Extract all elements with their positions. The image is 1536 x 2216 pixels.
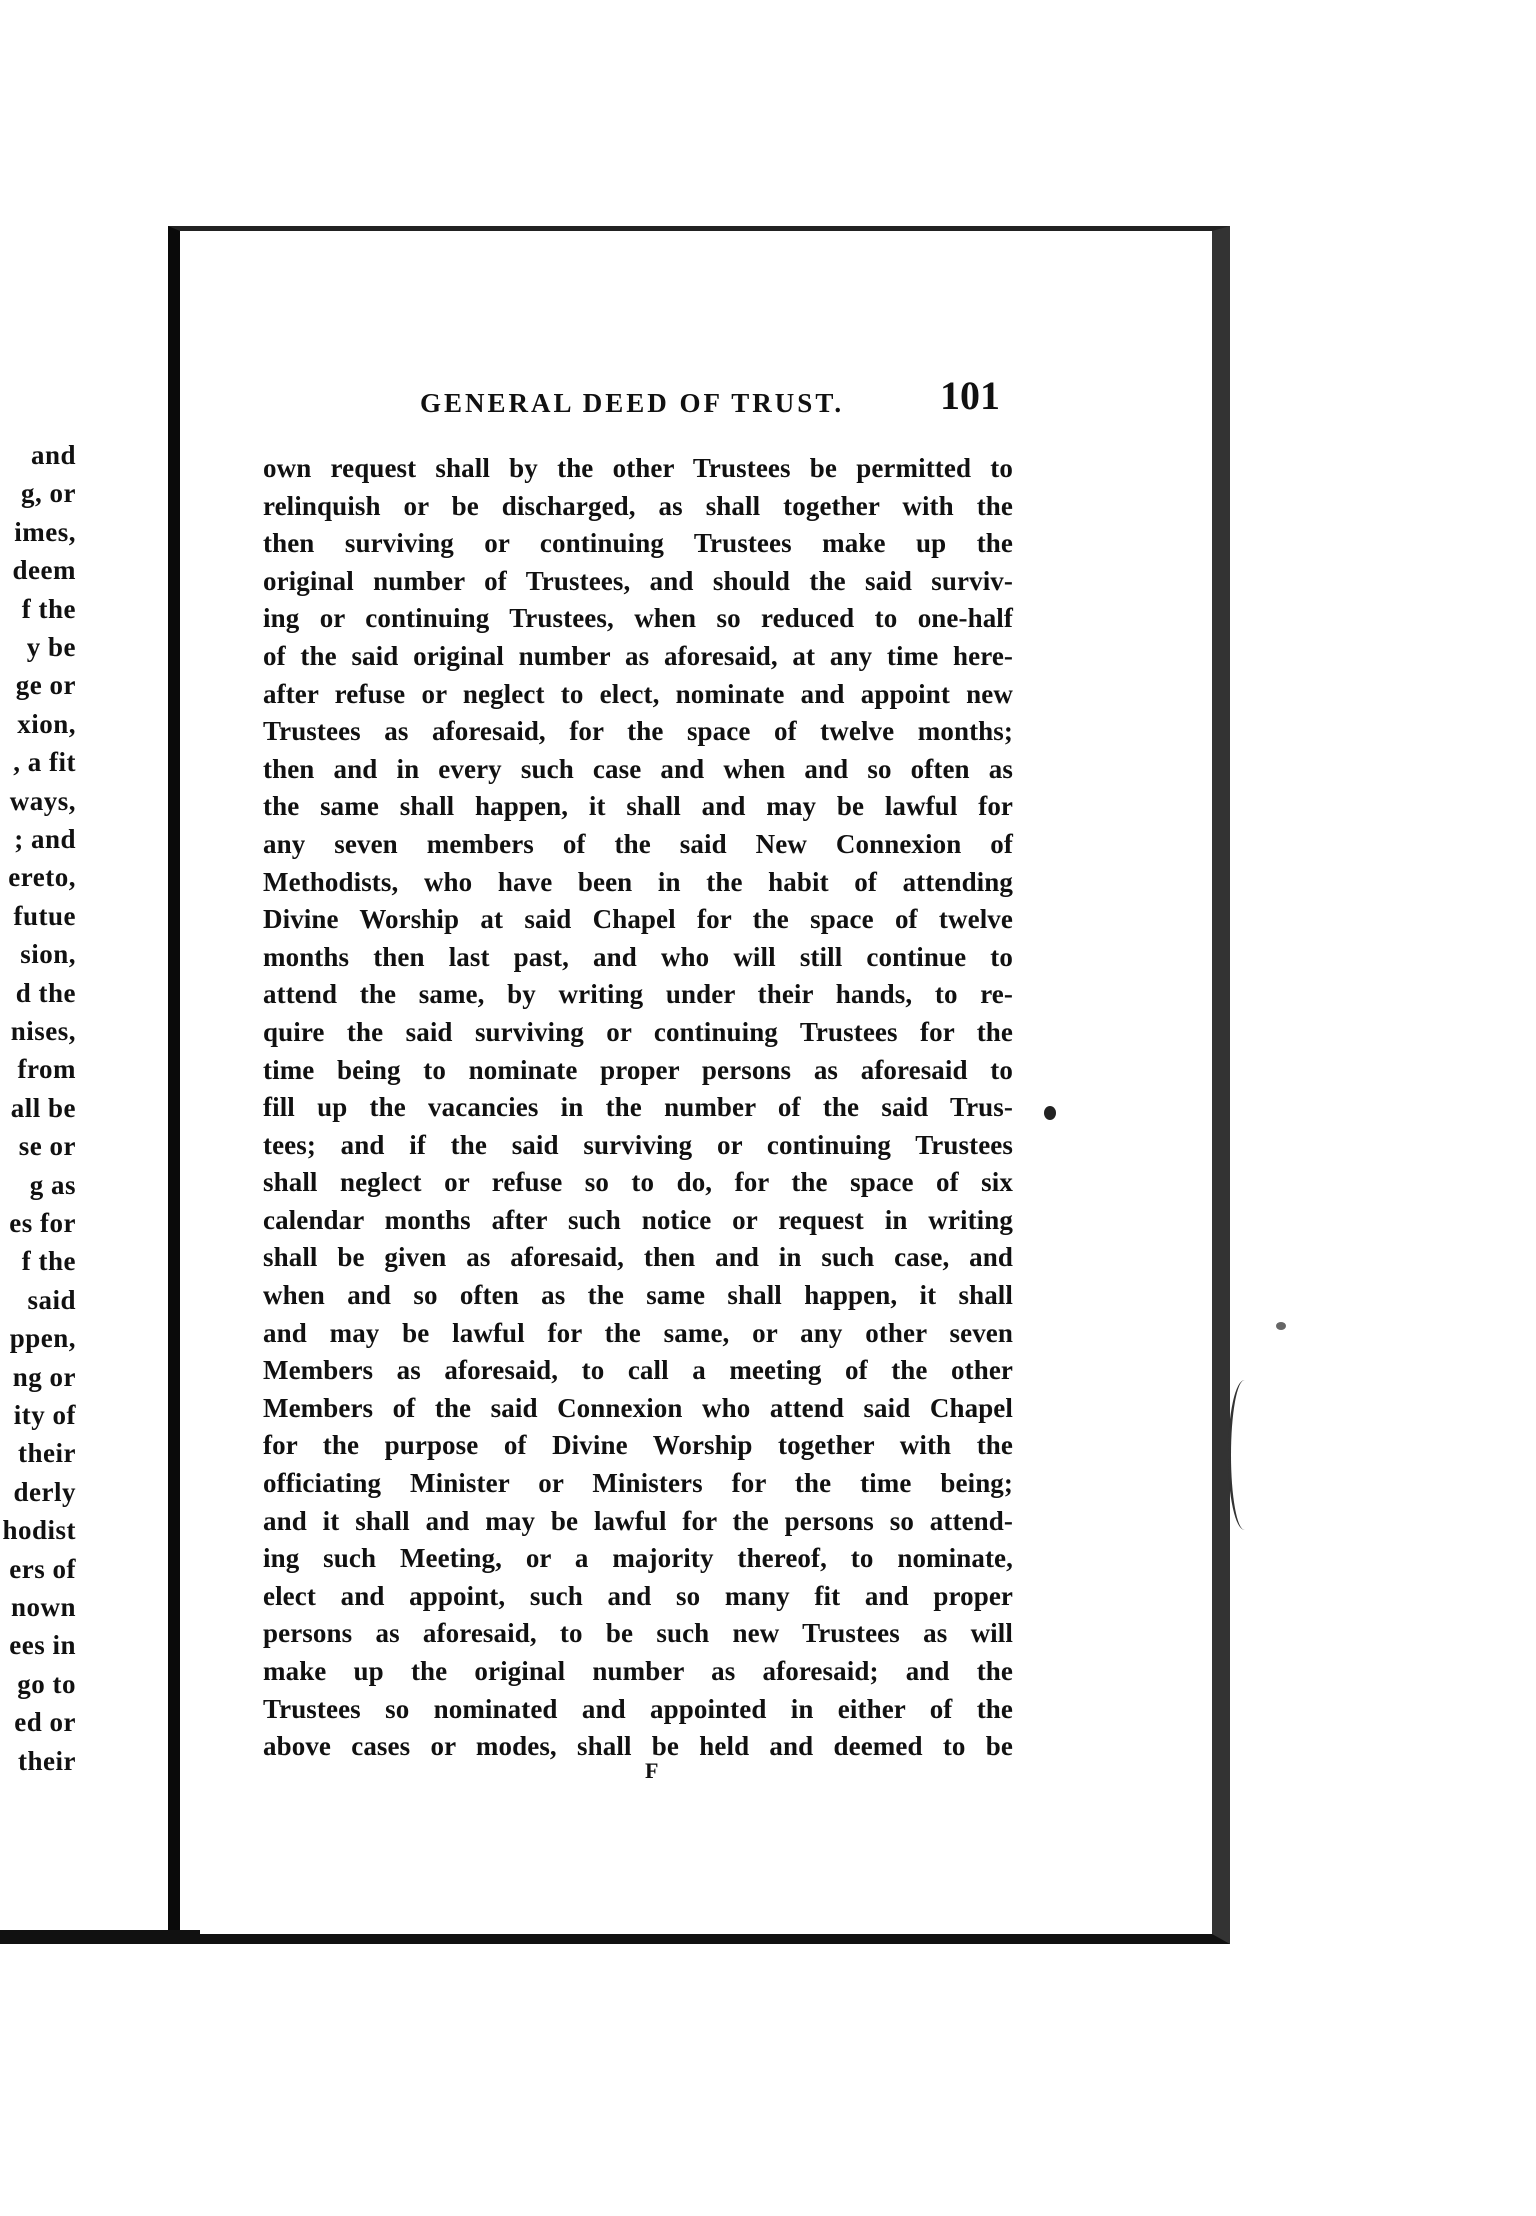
text-line: the same shall happen, it shall and may be lawful for xyxy=(263,791,1013,822)
left-page-line: from xyxy=(17,1054,76,1085)
text-line: time being to nominate proper persons as aforesaid to xyxy=(263,1054,1013,1085)
text-line: of the said original number as aforesaid, at any time here- xyxy=(263,640,1013,671)
body-text xyxy=(263,450,1013,1766)
left-page-line: their xyxy=(18,1438,76,1469)
text-line: elect and appoint, such and so many fit and proper xyxy=(263,1580,1013,1611)
page-number: 101 xyxy=(940,373,1000,418)
left-page-line: ereto, xyxy=(8,862,76,893)
left-page-line: es for xyxy=(9,1208,76,1238)
ink-speck xyxy=(1044,1106,1056,1120)
left-page-line: futue xyxy=(13,900,76,931)
text-line: attend the same, by writing under their hands, to re- xyxy=(263,979,1013,1010)
text-line: when and so often as the same shall happen, it shall xyxy=(263,1280,1013,1311)
left-facing-page xyxy=(0,380,82,1900)
text-line: fill up the vacancies in the number of the said Trus- xyxy=(263,1092,1013,1123)
left-page-line: their xyxy=(18,1745,76,1776)
left-page-line: sion, xyxy=(20,939,76,970)
text-line: Members as aforesaid, to call a meeting of the other xyxy=(263,1355,1013,1386)
left-page-line: deem xyxy=(12,555,76,586)
left-page-line: ed or xyxy=(14,1707,76,1738)
text-line: calendar months after such notice or request in writing xyxy=(263,1204,1013,1235)
text-line: persons as aforesaid, to be such new Trustees as will xyxy=(263,1618,1013,1649)
left-page-line: ; and xyxy=(14,824,76,854)
text-line: ing such Meeting, or a majority thereof, to nominate, xyxy=(263,1543,1013,1574)
left-page-line: xion, xyxy=(17,708,76,739)
text-line: Divine Worship at said Chapel for the space of twelve xyxy=(263,904,1013,935)
left-page-line: hodist xyxy=(2,1515,76,1546)
text-line: and it shall and may be lawful for the persons so attend- xyxy=(263,1505,1013,1536)
text-line: months then last past, and who will still continue to xyxy=(263,941,1013,972)
left-page-line: f the xyxy=(21,593,76,624)
left-page-line: f the xyxy=(21,1246,76,1277)
left-page-line: d the xyxy=(15,977,76,1008)
text-line: any seven members of the said New Connexion of xyxy=(263,828,1013,859)
page-edge-shadow xyxy=(0,1930,200,1944)
left-page-line: ppen, xyxy=(9,1323,76,1354)
text-line: after refuse or neglect to elect, nominate and appoint new xyxy=(263,678,1013,709)
left-page-line: ers of xyxy=(9,1553,76,1584)
text-line: Methodists, who have been in the habit of attending xyxy=(263,866,1013,897)
text-line: Members of the said Connexion who attend said Chapel xyxy=(263,1392,1013,1423)
left-page-line: go to xyxy=(17,1668,76,1699)
running-title: GENERAL DEED OF TRUST. xyxy=(420,388,845,418)
text-line: Trustees as aforesaid, for the space of twelve months; xyxy=(263,716,1013,747)
left-page-line: se or xyxy=(18,1131,76,1162)
left-page-line: ng or xyxy=(12,1361,76,1392)
text-line: for the purpose of Divine Worship together with the xyxy=(263,1430,1013,1461)
text-line: above cases or modes, shall be held and deemed to be xyxy=(263,1731,1013,1762)
text-line: ing or continuing Trustees, when so reduced to one-half xyxy=(263,603,1013,634)
left-page-line: nises, xyxy=(10,1016,76,1046)
left-page-line: derly xyxy=(13,1476,76,1507)
text-line: own request shall by the other Trustees be permitted to xyxy=(263,453,1013,483)
left-page-line: nown xyxy=(10,1592,76,1622)
page-header xyxy=(420,372,1000,432)
left-page-line: and xyxy=(30,440,76,470)
text-line: shall be given as aforesaid, then and in such case, and xyxy=(263,1242,1013,1273)
text-line: make up the original number as aforesaid; and the xyxy=(263,1656,1013,1686)
text-line: quire the said surviving or continuing Trustees for the xyxy=(263,1016,1013,1047)
left-page-line: all be xyxy=(10,1092,76,1123)
signature-mark: F xyxy=(645,1758,659,1783)
left-page-line: y be xyxy=(26,632,76,662)
text-line: shall neglect or refuse so to do, for the space of six xyxy=(263,1167,1013,1198)
left-page-line: ways, xyxy=(9,785,76,816)
left-page-line: , a fit xyxy=(13,747,76,778)
text-line: tees; and if the said surviving or continuing Trustees xyxy=(263,1129,1013,1160)
left-page-line: ees in xyxy=(9,1630,76,1661)
left-page-line: g, or xyxy=(21,478,76,509)
left-page-line: said xyxy=(27,1284,76,1315)
text-line: then surviving or continuing Trustees make up the xyxy=(263,528,1013,559)
margin-mark xyxy=(1228,1380,1261,1530)
text-line: then and in every such case and when and so often as xyxy=(263,753,1013,784)
left-page-line: imes, xyxy=(14,516,76,547)
text-line: relinquish or be discharged, as shall together with the xyxy=(263,490,1013,521)
text-line: officiating Minister or Ministers for the time being; xyxy=(263,1468,1013,1499)
left-page-line: ity of xyxy=(13,1400,76,1430)
left-page-line: ge or xyxy=(15,670,76,701)
text-line: Trustees so nominated and appointed in either of the xyxy=(263,1693,1013,1724)
left-page-line: g as xyxy=(29,1169,76,1200)
text-line: and may be lawful for the same, or any other seven xyxy=(263,1317,1013,1348)
text-line: original number of Trustees, and should the said surviv- xyxy=(263,565,1013,596)
ink-speck xyxy=(1276,1322,1286,1330)
